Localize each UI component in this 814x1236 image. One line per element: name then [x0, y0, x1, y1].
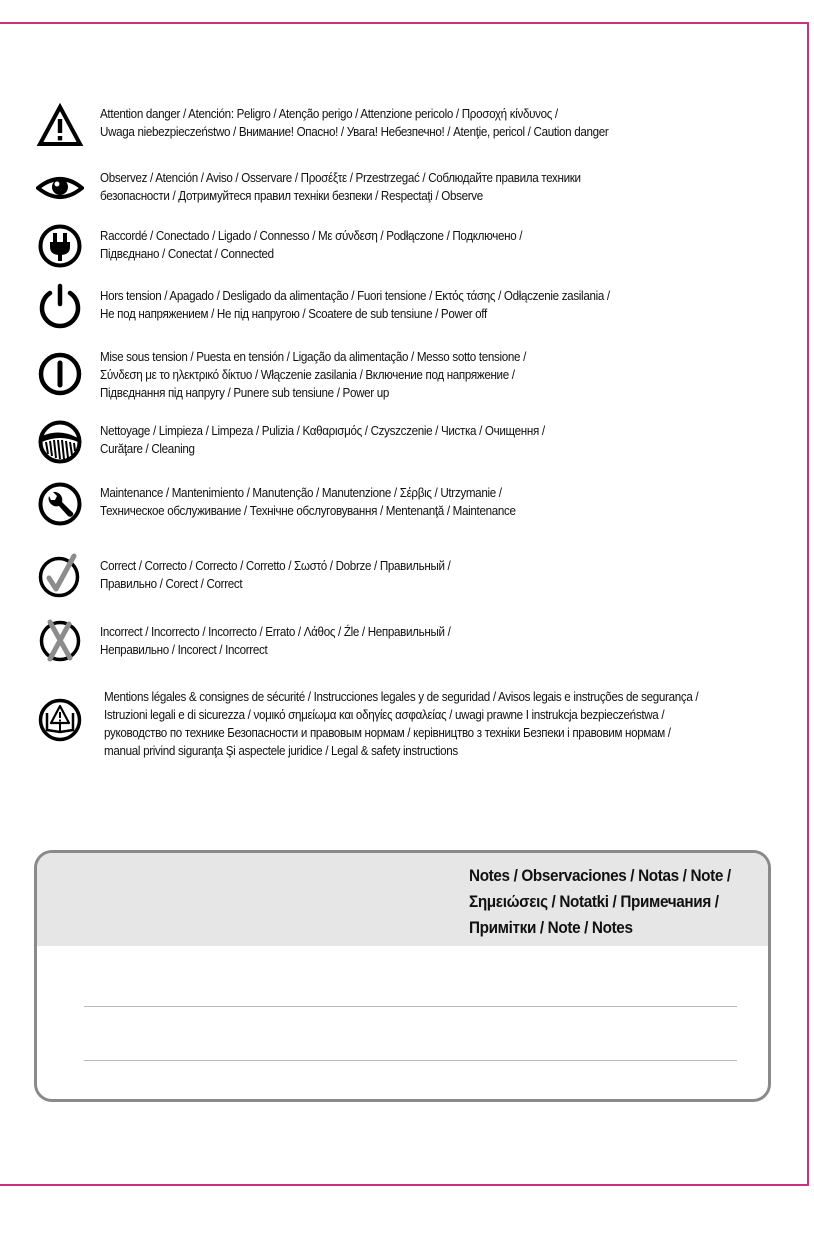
legend-line: Incorrect / Incorrecto / Incorrecto / Errato / Λάθος / Źle / Неправильный / — [100, 625, 451, 639]
legend-text — [100, 227, 788, 263]
legend-line: Правильно / Corect / Correct — [100, 577, 243, 591]
legend-line: Raccordé / Conectado / Ligado / Connesso / Με σύνδεση / Podłączone / Подключено / — [100, 229, 523, 243]
legend-line: Uwaga niebezpieczeństwo / Внимание! Опасно! / Увага! Небезпечно! / Atenţie, pericol / Caution danger — [100, 125, 609, 139]
legal-book-icon — [36, 696, 84, 744]
legend-line: Correct / Correcto / Correcto / Corretto / Σωστό / Dobrze / Правильный / — [100, 559, 451, 573]
legend-line: Σύνδεση με το ηλεκτρικό δίκτυο / Włączenie zasilania / Включение под напряжение / — [100, 368, 515, 382]
legend-line: Attention danger / Atención: Peligro / Atenção perigo / Attenzione pericolo / Προσοχή κίνδυνος / — [100, 107, 558, 121]
legend-text — [100, 105, 788, 141]
notes-header — [37, 853, 768, 946]
power-on-icon — [36, 350, 84, 398]
cross-icon — [36, 616, 84, 664]
legend-line: Observez / Atención / Aviso / Osservare / Προσέξτε / Przestrzegać / Соблюдайте правила техники — [100, 171, 581, 185]
legend-text — [104, 688, 792, 760]
plug-icon — [36, 222, 84, 270]
notes-title-line: Notes / Observaciones / Notas / Note / — [469, 866, 731, 885]
legend-line: Hors tension / Apagado / Desligado da alimentação / Fuori tensione / Εκτός τάσης / Odłączenie zasilania / — [100, 289, 610, 303]
notes-title — [469, 863, 731, 941]
warning-triangle-icon — [36, 102, 84, 150]
legend-line: Підвєднано / Conectat / Connected — [100, 247, 274, 261]
check-icon — [36, 552, 84, 600]
notes-title-line: Примітки / Note / Notes — [469, 918, 633, 937]
legend-line: Mentions légales & consignes de sécurité / Instrucciones legales y de seguridad / Avisos legais e instruções de segurança / — [104, 690, 699, 704]
legend-line: Неправильно / Incorect / Incorrect — [100, 643, 268, 657]
eye-icon — [36, 164, 84, 212]
legend-line: manual privind siguranţa Şi aspectele juridice / Legal & safety instructions — [104, 744, 458, 758]
power-off-icon — [36, 282, 84, 330]
legend-line: Підвєднання під напругу / Punere sub tensiune / Power up — [100, 386, 390, 400]
legend-line: руководство по технике Безопасности и правовым нормам / керівництво з техніки Безпеки і правовим нормам / — [104, 726, 671, 740]
notes-title-line: Σημειώσεις / Notatki / Примечания / — [469, 892, 719, 911]
legend-line: Istruzioni legali e di sicurezza / νομικό σημείωμα και οδηγίες ασφαλείας / uwagi prawne I instrukcja bezpieczeństwa / — [104, 708, 665, 722]
legend-text — [100, 348, 788, 402]
legend-text — [100, 623, 788, 659]
legend-line: Curăţare / Cleaning — [100, 442, 195, 456]
legend-line: Не под напряжением / Не під напругою / Scoatere de sub tensiune / Power off — [100, 307, 487, 321]
legend-line: Maintenance / Mantenimiento / Manutenção / Manutenzione / Σέρβις / Utrzymanie / — [100, 486, 502, 500]
legend-text — [100, 169, 788, 205]
notes-writing-line[interactable] — [84, 1060, 737, 1061]
legend-line: Nettoyage / Limpieza / Limpeza / Pulizia / Καθαρισμός / Czyszczenie / Чистка / Очищення / — [100, 424, 545, 438]
legend-text — [100, 287, 788, 323]
notes-box — [34, 850, 771, 1102]
legend-line: Техническое обслуживание / Технічне обслуговування / Mentenanţă / Maintenance — [100, 504, 516, 518]
legend-line: безопасности / Дотримуйтеся правил техніки безпеки / Respectaţi / Observe — [100, 189, 483, 203]
legend-text — [100, 557, 788, 593]
cleaning-brush-icon — [36, 418, 84, 466]
wrench-icon — [36, 480, 84, 528]
legend-text — [100, 484, 788, 520]
notes-writing-line[interactable] — [84, 1006, 737, 1007]
legend-text — [100, 422, 788, 458]
legend-line: Mise sous tension / Puesta en tensión / Ligação da alimentação / Messo sotto tensione / — [100, 350, 526, 364]
